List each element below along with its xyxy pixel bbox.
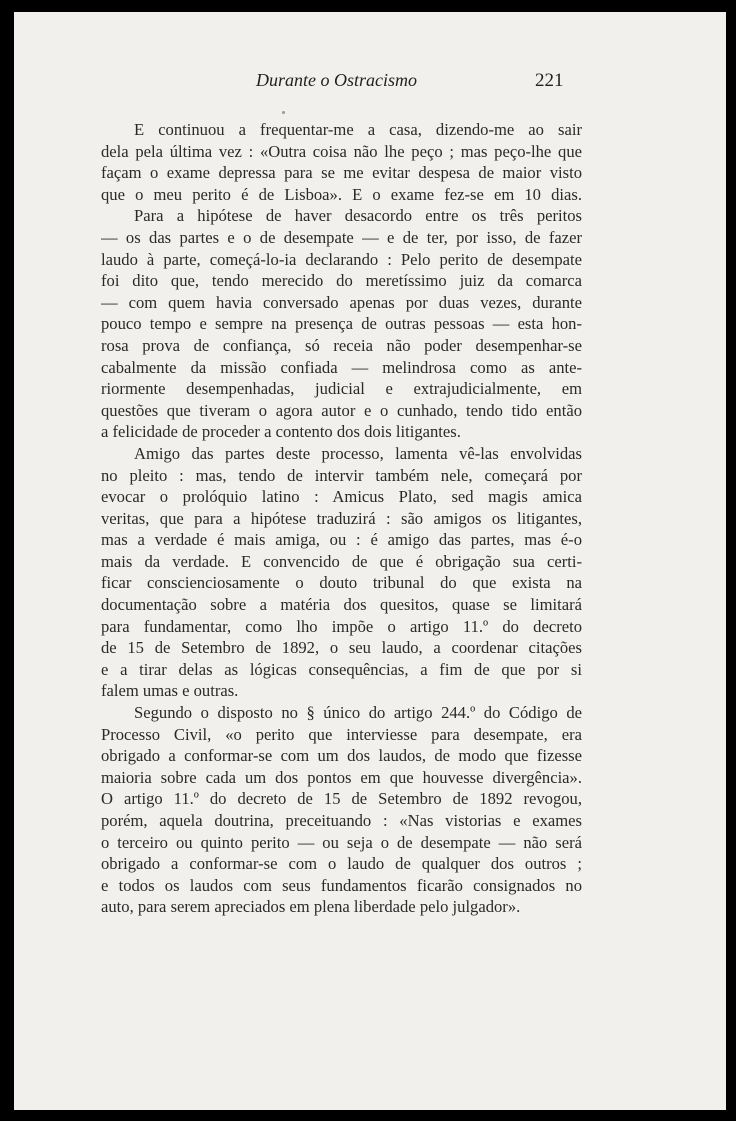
- page-number: 221: [535, 70, 564, 91]
- ink-speck: [282, 111, 285, 114]
- text-line: ficar conscienciosamente o douto tribunal do que exista na: [101, 573, 582, 593]
- text-line: Processo Civil, «o perito que interviesse para desempate, era: [101, 724, 582, 744]
- text-line: foi dito que, tendo merecido do meretíssimo juiz da comarca: [101, 271, 582, 291]
- text-line: que o meu perito é de Lisboa». E o exame fez-se em 10 dias.: [101, 184, 582, 204]
- text-line: Segundo o disposto no § único do artigo 244.º do Código de: [134, 703, 582, 723]
- text-line: questões que tiveram o agora autor e o cunhado, tendo tido então: [101, 400, 582, 420]
- text-line: rosa prova de confiança, só receia não poder desempenhar-se: [101, 335, 582, 355]
- text-line: cabalmente da missão confiada — melindrosa como as ante-: [101, 357, 582, 377]
- text-line: riormente desempenhadas, judicial e extrajudicialmente, em: [101, 379, 582, 399]
- text-line: mais da verdade. E convencido de que é obrigação sua certi-: [101, 551, 582, 571]
- text-line: E continuou a frequentar-me a casa, dizendo-me ao sair: [134, 120, 582, 139]
- text-line: para fundamentar, como lho impõe o artigo 11.º do decreto: [101, 616, 582, 636]
- paragraph-1: [101, 119, 582, 205]
- text-line: no pleito : mas, tendo de intervir também nele, começará por: [101, 465, 582, 485]
- text-line: obrigado a conformar-se com um dos laudos, de modo que fizesse: [101, 746, 582, 766]
- text-line: e a tirar delas as lógicas consequências, a fim de que por si: [101, 659, 582, 679]
- text-line: — os das partes e o de desempate — e de ter, por isso, de fazer: [101, 227, 582, 247]
- text-line: obrigado a conformar-se com o laudo de qualquer dos outros ;: [101, 854, 582, 874]
- text-line: evocar o prolóquio latino : Amicus Plato, sed magis amica: [101, 487, 582, 507]
- text-line: — com quem havia conversado apenas por duas vezes, durante: [101, 292, 582, 312]
- text-line: e todos os laudos com seus fundamentos ficarão consignados no: [101, 875, 582, 895]
- text-line: mas a verdade é mais amiga, ou : é amigo das partes, mas é-o: [101, 530, 582, 550]
- text-line: maioria sobre cada um dos pontos em que houvesse divergência».: [101, 767, 582, 787]
- paragraph-2: [101, 205, 582, 443]
- text-line: Para a hipótese de haver desacordo entre os três peritos: [134, 206, 582, 226]
- text-line: a felicidade de proceder a contento dos dois litigantes.: [101, 422, 461, 442]
- text-line: documentação sobre a matéria dos quesitos, quase se limitará: [101, 595, 582, 615]
- text-line: laudo à parte, começá-lo-ia declarando : Pelo perito de desempate: [101, 249, 582, 269]
- text-line: de 15 de Setembro de 1892, o seu laudo, a coordenar citações: [101, 638, 582, 658]
- text-line: O artigo 11.º do decreto de 15 de Setembro de 1892 revogou,: [101, 789, 582, 809]
- page-header: [14, 70, 726, 98]
- text-line: o terceiro ou quinto perito — ou seja o de desempate — não será: [101, 832, 582, 852]
- text-line: falem umas e outras.: [101, 681, 239, 701]
- paragraph-4: [101, 702, 582, 918]
- paragraph-3: [101, 443, 582, 702]
- text-line: veritas, que para a hipótese traduzirá : são amigos os litigantes,: [101, 508, 582, 528]
- body-text: [101, 119, 582, 918]
- book-page: [14, 12, 726, 1110]
- text-line: façam o exame depressa para se me evitar despesa de maior visto: [101, 163, 582, 183]
- text-line: auto, para serem apreciados em plena liberdade pelo julgador».: [101, 897, 521, 917]
- text-line: dela pela última vez : «Outra coisa não lhe peço ; mas peço-lhe que: [101, 141, 582, 161]
- text-line: pouco tempo e sempre na presença de outras pessoas — esta hon-: [101, 314, 582, 334]
- running-title: Durante o Ostracismo: [256, 70, 417, 90]
- text-line: Amigo das partes deste processo, lamenta vê-las envolvidas: [134, 443, 582, 463]
- text-line: porém, aquela doutrina, preceituando : «Nas vistorias e exames: [101, 811, 582, 830]
